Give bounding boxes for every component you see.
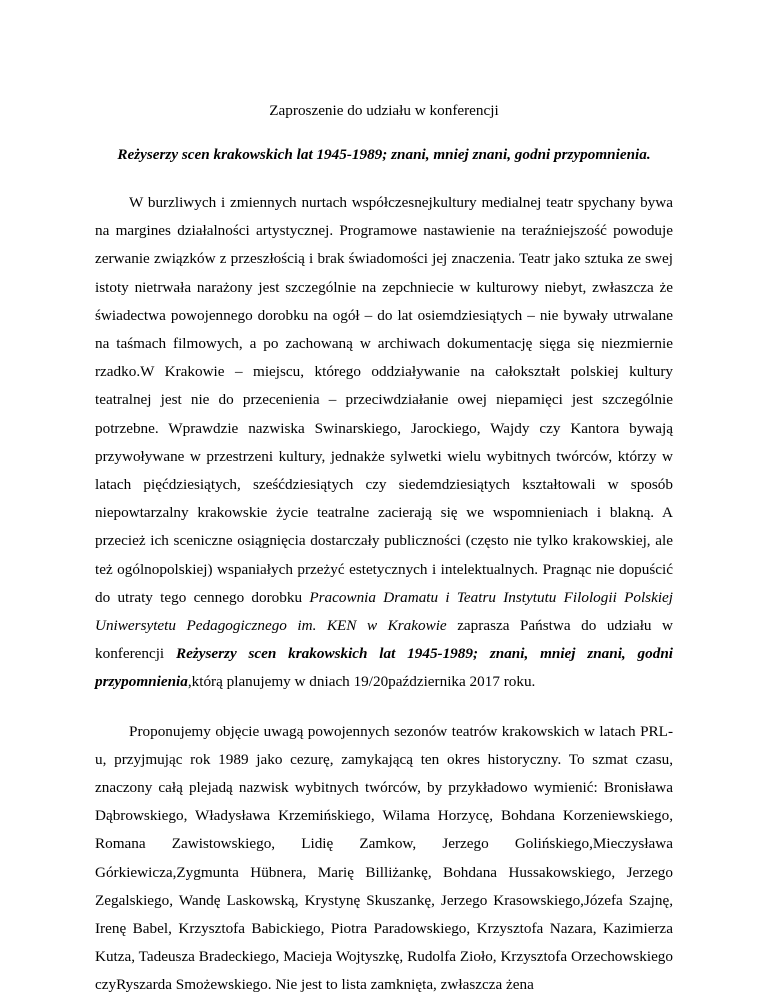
intro-text-a: W burzliwych i zmiennych nurtach współczesnejkultury medialnej teatr spychany bywa na margines działalności artystycznej. Programowe nastawienie na teraźniejszość powoduje zerwanie związków z przeszłością i brak świadomości jej znaczenia. Teatr jako sztuka ze swej istoty nietrwała narażony jest szczególnie na zepchniecie w kulturowy niebyt, zwłaszcza że świadectwa powojennego dorobku na ogół – do lat osiemdziesiątych – nie bywały utrwalane na taśmach filmowych, a po zachowaną w archiwach dokumentację sięga się niezmiernie rzadko.W Krakowie – miejscu, którego oddziaływanie na całokształt polskiej kultury teatralnej jest nie do przecenienia – przeciwdziałanie owej niepamięci jest szczególnie potrzebne. Wprawdzie nazwiska Swinarskiego, Jarockiego, Wajdy czy Kantora bywają przywoływane w przestrzeni kultury, jednakże sylwetki wielu wybitnych twórców, którzy w latach pięćdziesiątych, sześćdziesiątych czy siedemdziesiątych kształtowali w sposób niepowtarzalny krakowskie życie teatralne zacierają się we wspomnieniach i blakną. A przecież ich sceniczne osiągnięcia dostarczały publiczności (często nie tylko krakowskiej, ale też ogólnopolskiej) wspaniałych przeżyć estetycznych i intelektualnych. Pragnąc nie dopuścić do utraty tego cennego dorobku <box>95 194 673 606</box>
intro-text-b: zaprasza Państwa do udziału w konferencji <box>95 617 674 663</box>
conference-title: Reżyserzy scen krakowskich lat 1945-1989; znani, mniej znani, godni przypomnienia. <box>117 146 651 163</box>
intro-text-c: ,którą planujemy w dniach 19/20października 2017 roku. <box>187 673 536 691</box>
proposal-paragraph: Proponujemy objęcie uwagą powojennych sezonów teatrów krakowskich w latach PRL-u, przyjmując rok 1989 jako cezurę, zamykającą ten okres historyczny. To szmat czasu, znaczony całą plejadą nazwisk wybitnych twórców, by przykładowo wymienić: Bronisława Dąbrowskiego, Władysława Krzemińskiego, Wilama Horzycę, Bohdana Korzeniewskiego, Romana Zawistowskiego, Lidię Zamkow, Jerzego Golińskiego,Mieczysława Górkiewicza,Zygmunta Hübnera, Marię Billiżankę, Bohdana Hussakowskiego, Jerzego Zegalskiego, Wandę Laskowską, Krystynę Skuszankę, Jerzego Krasowskiego,Józefa Szajnę, Irenę Babel, Krzysztofa Babickiego, Piotra Paradowskiego, Krzysztofa Nazara, Kazimierza Kutza, Tadeusza Bradeckiego, Macieja Wojtyszkę, Rudolfa Zioło, Krzysztofa Orzechowskiego czyRyszarda Smożewskiego. Nie jest to lista zamknięta, zwłaszcza żena <box>95 722 673 994</box>
conference-title-reference: Reżyserzy scen krakowskich lat 1945-1989; znani, mniej znani, godni przypomnienia <box>95 645 673 691</box>
intro-paragraph <box>95 189 673 697</box>
document-page <box>95 98 673 1000</box>
document-heading: Zaproszenie do udziału w konferencji <box>269 102 499 119</box>
institution-name: Pracownia Dramatu i Teatru Instytutu Filologii Polskiej Uniwersytetu Pedagogicznego im. KEN w Krakowie <box>95 588 673 635</box>
